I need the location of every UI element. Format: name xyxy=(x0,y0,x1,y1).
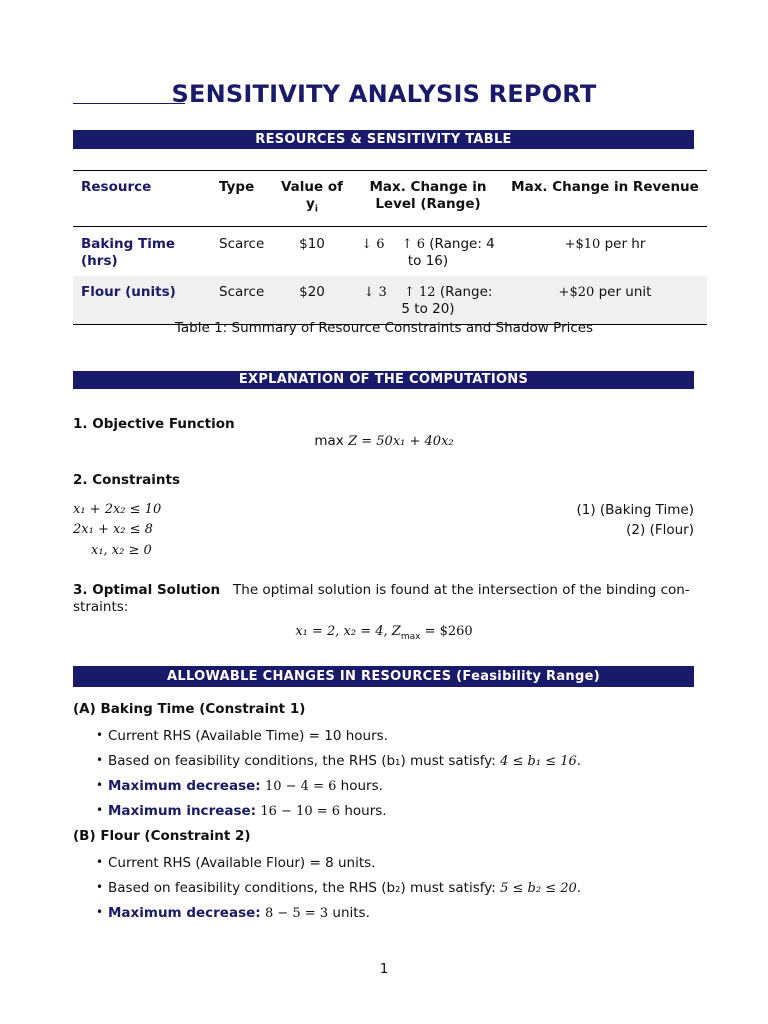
banner-resources: RESOURCES & SENSITIVITY TABLE xyxy=(73,130,694,149)
header-revenue: Max. Change in Revenue xyxy=(511,179,699,195)
page-number: 1 xyxy=(379,961,389,977)
list-item: • Based on feasibility conditions, the RHS (b₂) must satisfy: 5 ≤ b₂ ≤ 20. xyxy=(96,880,581,905)
constraint-2-label: (2) (Flour) xyxy=(626,522,694,538)
table-caption: Table 1: Summary of Resource Constraints and Shadow Prices xyxy=(174,320,594,336)
row-resource: Baking Time (hrs) xyxy=(81,235,176,269)
table-header-row xyxy=(73,171,707,227)
table-row xyxy=(73,276,707,325)
baking-list xyxy=(96,728,581,828)
banner-explanation: EXPLANATION OF THE COMPUTATIONS xyxy=(73,371,694,389)
objective-heading: 1. Objective Function xyxy=(73,416,235,432)
header-level: Max. Change in Level (Range) xyxy=(369,179,487,212)
banner-allowable: ALLOWABLE CHANGES IN RESOURCES (Feasibility Range) xyxy=(73,666,694,687)
constraint-1-label: (1) (Baking Time) xyxy=(576,502,694,518)
objective-equation: max Z = 50x₁ + 40x₂ xyxy=(314,433,454,449)
table-row xyxy=(73,226,707,276)
row-type: Scarce xyxy=(219,235,265,252)
row-level: ↓ 3 ↑ 12 (Range: 5 to 20) xyxy=(353,276,503,325)
flour-list xyxy=(96,855,581,930)
row-value: $10 xyxy=(299,235,325,252)
constraint-nonneg: x₁, x₂ ≥ 0 xyxy=(91,543,152,558)
header-value: Value of $y_i$ xyxy=(280,179,344,215)
flour-heading: (B) Flour (Constraint 2) xyxy=(73,828,251,844)
header-type: Type xyxy=(219,179,255,195)
list-item: • Current RHS (Available Flour) = 8 units. xyxy=(96,855,581,880)
row-level: ↓ 6 ↑ 6 (Range: 4 to 16) xyxy=(361,235,495,269)
row-revenue: +$20 per unit xyxy=(503,276,707,325)
list-item: • Based on feasibility conditions, the RHS (b₁) must satisfy: 4 ≤ b₁ ≤ 16. xyxy=(96,753,581,778)
baking-heading: (A) Baking Time (Constraint 1) xyxy=(73,701,306,717)
optimal-solution: x₁ = 2, x₂ = 4, $Z_{max}$ = $260 xyxy=(295,624,473,642)
list-item: • Maximum increase: 16 − 10 = 6 hours. xyxy=(96,803,581,828)
list-item: • Current RHS (Available Time) = 10 hours. xyxy=(96,728,581,753)
row-revenue: +$10 per hr xyxy=(564,235,646,252)
row-type: Scarce xyxy=(213,276,271,325)
list-item: • Maximum decrease: 10 − 4 = 6 hours. xyxy=(96,778,581,803)
optimal-heading: 3. Optimal Solution xyxy=(73,582,221,598)
constraint-2: 2x₁ + x₂ ≤ 8 xyxy=(73,522,153,537)
page-title: SENSITIVITY ANALYSIS REPORT xyxy=(171,80,597,108)
sensitivity-table xyxy=(73,170,707,325)
header-resource: Resource xyxy=(81,179,152,195)
list-item: • Maximum decrease: 8 − 5 = 3 units. xyxy=(96,905,581,930)
row-resource: Flour (units) xyxy=(73,276,213,325)
row-value: $20 xyxy=(271,276,353,325)
constraints-heading: 2. Constraints xyxy=(73,472,180,488)
optimal-paragraph: 3. Optimal Solution The optimal solution is found at the intersection of the binding con- straints: xyxy=(73,582,690,615)
constraint-1: x₁ + 2x₂ ≤ 10 xyxy=(73,502,162,517)
